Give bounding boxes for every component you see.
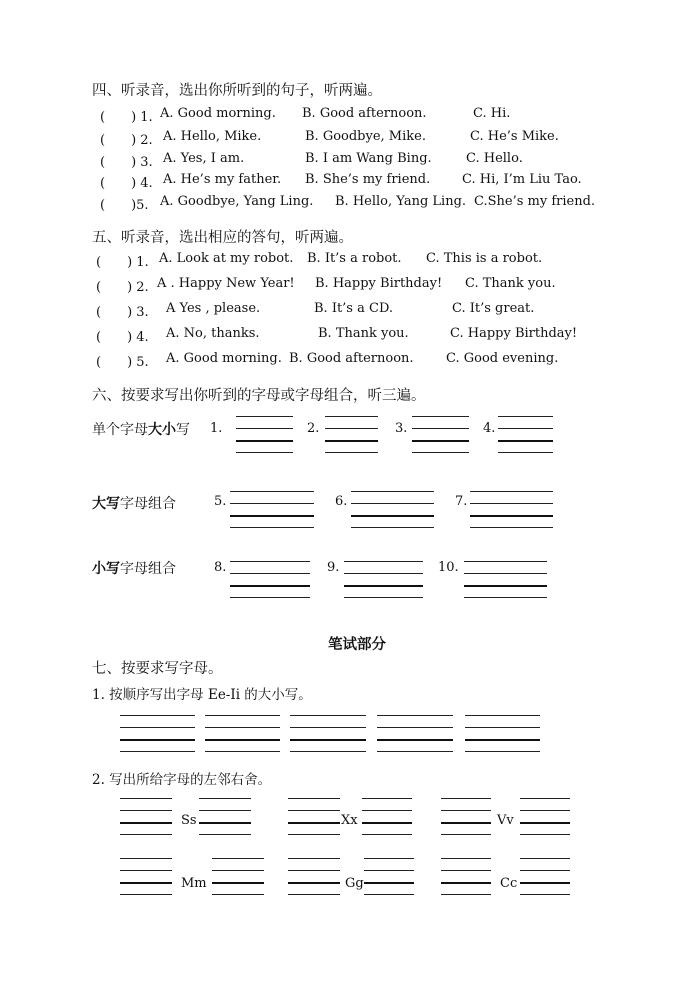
- s4-q5-a: A. Goodbye, Yang Ling.: [160, 194, 314, 209]
- letter-cc: Cc: [500, 876, 518, 891]
- s5-q5-num: ( ) 5.: [96, 355, 149, 370]
- s4-q2-a: A. Hello, Mike.: [163, 129, 262, 144]
- row1-num-4: 4.: [483, 421, 496, 436]
- row2-num-7: 7.: [455, 494, 468, 509]
- row2-label-bold: 大写: [92, 496, 120, 512]
- s4-q1-num: ( ) 1.: [100, 110, 153, 125]
- s4-q1-a: A. Good morning.: [160, 106, 276, 121]
- written-part-heading: 笔试部分: [328, 637, 386, 653]
- row2-num-5: 5.: [214, 494, 227, 509]
- row3-label-bold: 小写: [92, 561, 120, 577]
- s4-q4-c: C. Hi, I’m Liu Tao.: [462, 172, 582, 187]
- s5-q1-a: A. Look at my robot.: [159, 251, 294, 266]
- s4-q5-b: B. Hello, Yang Ling.: [335, 194, 467, 209]
- s4-q1-b: B. Good afternoon.: [302, 106, 427, 121]
- letter-gg: Gg: [345, 876, 364, 891]
- s5-q4-num: ( ) 4.: [96, 330, 149, 345]
- s5-q4-c: C. Happy Birthday!: [450, 326, 578, 341]
- s5-q3-c: C. It’s great.: [452, 301, 535, 316]
- row3-label-post: 字母组合: [120, 561, 176, 577]
- s5-q4-b: B. Thank you.: [318, 326, 409, 341]
- s4-q5-c: C.She’s my friend.: [474, 194, 596, 209]
- s5-q4-a: A. No, thanks.: [166, 326, 260, 341]
- s4-q2-num: ( ) 2.: [100, 133, 153, 148]
- row3-num-8: 8.: [214, 560, 227, 575]
- row1-num-3: 3.: [395, 421, 408, 436]
- s4-q2-b: B. Goodbye, Mike.: [305, 129, 426, 144]
- s5-q3-b: B. It’s a CD.: [314, 301, 394, 316]
- row3-num-10: 10.: [438, 560, 459, 575]
- s4-q2-c: C. He’s Mike.: [470, 129, 559, 144]
- s5-q5-b: B. Good afternoon.: [289, 351, 414, 366]
- row3-num-9: 9.: [327, 560, 340, 575]
- row1-num-1: 1.: [210, 421, 223, 436]
- s4-q4-b: B. She’s my friend.: [305, 172, 431, 187]
- s5-q1-c: C. This is a robot.: [426, 251, 543, 266]
- s4-q3-num: ( ) 3.: [100, 155, 153, 170]
- section-6-title: 六、按要求写出你听到的字母或字母组合，听三遍。: [92, 388, 426, 404]
- row2-label-post: 字母组合: [120, 496, 176, 512]
- s5-q2-b: B. Happy Birthday!: [315, 276, 443, 291]
- row1-label-pre: 单个字母: [92, 422, 148, 438]
- s5-q1-num: ( ) 1.: [96, 255, 149, 270]
- s5-q2-a: A . Happy New Year!: [157, 276, 295, 291]
- s4-q5-num: ( )5.: [100, 198, 149, 213]
- s5-q2-c: C. Thank you.: [465, 276, 556, 291]
- s4-q3-b: B. I am Wang Bing.: [305, 151, 432, 166]
- s4-q4-num: ( ) 4.: [100, 176, 153, 191]
- letter-vv: Vv: [497, 813, 514, 828]
- question-7-1: 1. 按顺序写出字母 Ee-Ii 的大小写。: [92, 687, 312, 703]
- s5-q5-c: C. Good evening.: [446, 351, 559, 366]
- letter-xx: Xx: [341, 813, 358, 828]
- s5-q2-num: ( ) 2.: [96, 280, 149, 295]
- s5-q3-a: A Yes , please.: [166, 301, 261, 316]
- s4-q3-c: C. Hello.: [466, 151, 523, 166]
- letter-ss: Ss: [181, 813, 197, 828]
- row3-label: [92, 558, 176, 578]
- s4-q1-c: C. Hi.: [473, 106, 511, 121]
- section-4-title: 四、听录音，选出你所听到的句子，听两遍。: [92, 83, 382, 99]
- question-7-2: 2. 写出所给字母的左邻右舍。: [92, 772, 272, 788]
- section-7-title: 七、按要求写字母。: [92, 661, 223, 677]
- s5-q3-num: ( ) 3.: [96, 305, 149, 320]
- row2-label: [92, 493, 176, 513]
- row1-label: [92, 419, 190, 439]
- letter-mm: Mm: [181, 876, 207, 891]
- row2-num-6: 6.: [335, 494, 348, 509]
- row1-label-bold: 大小: [148, 422, 176, 438]
- row1-num-2: 2.: [307, 421, 320, 436]
- s5-q1-b: B. It’s a robot.: [307, 251, 402, 266]
- row1-label-post: 写: [176, 422, 190, 438]
- s4-q3-a: A. Yes, I am.: [163, 151, 245, 166]
- s4-q4-a: A. He’s my father.: [163, 172, 282, 187]
- section-5-title: 五、听录音，选出相应的答句，听两遍。: [92, 230, 353, 246]
- s5-q5-a: A. Good morning.: [166, 351, 282, 366]
